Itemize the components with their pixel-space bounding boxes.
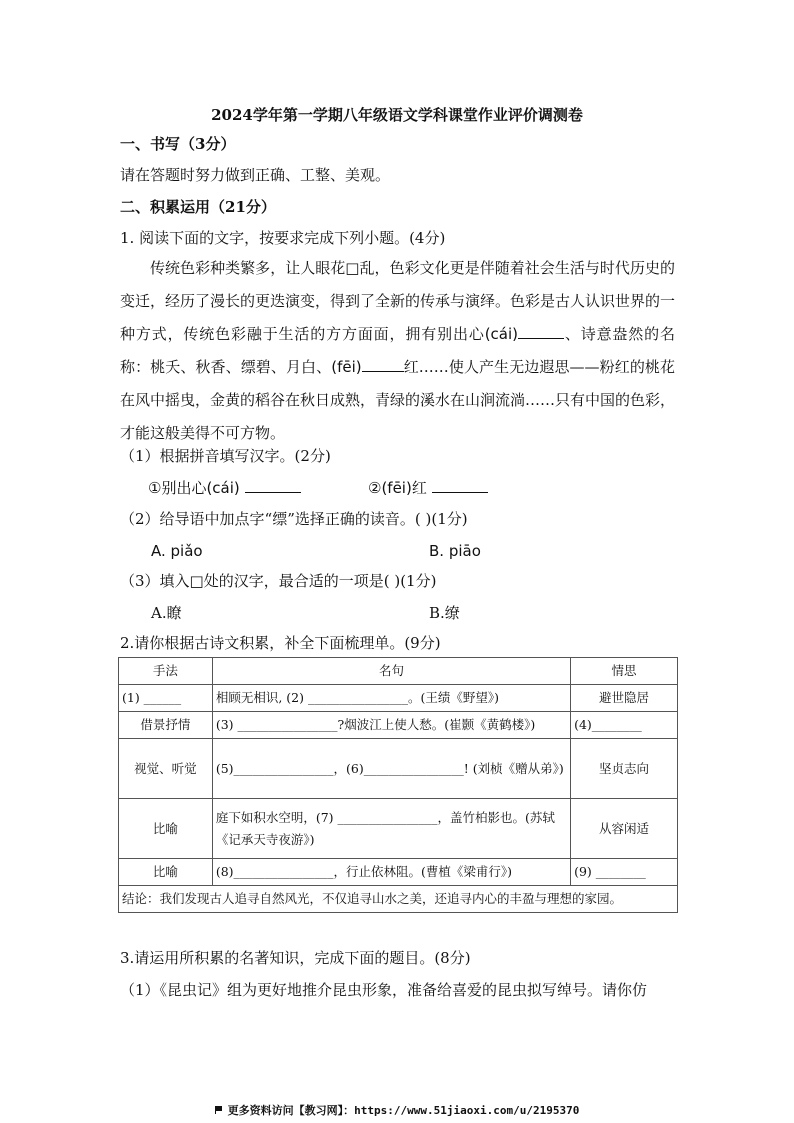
flag-icon: [215, 1106, 224, 1114]
exam-title: 2024学年第一学期八年级语文学科课堂作业评价调测卷: [211, 106, 583, 124]
option-b[interactable]: B.缭: [429, 604, 460, 622]
question-1-sub-3: （3）填入□处的汉字，最合适的一项是( )(1分): [120, 572, 437, 590]
table-conclusion: 结论：我们发现古人追寻自然风光，不仅追寻山水之美，还追寻内心的丰盈与理想的家园。: [119, 886, 678, 913]
question-3-sub-1: （1）《昆虫记》组为更好地推介昆虫形象，准备给喜爱的昆虫拟写绰号。请你仿: [120, 981, 648, 999]
table-cell[interactable]: (3) ________________?烟波江上使人愁。(崔颢《黄鹤楼》): [212, 712, 570, 739]
header-cell: 手法: [119, 658, 213, 685]
table-cell[interactable]: (5)________________，(6)________________! (刘桢《赠从弟》): [212, 739, 570, 799]
question-2-stem: 2.请你根据古诗文积累，补全下面梳理单。(9分): [120, 634, 441, 652]
question-1-stem: 1. 阅读下面的文字，按要求完成下列小题。(4分): [120, 229, 446, 247]
table-cell: 从容闲适: [571, 799, 678, 859]
review-table: [118, 657, 678, 913]
section-2-heading: 二、积累运用（21分）: [120, 198, 276, 216]
question-3-stem: 3.请运用所积累的名著知识，完成下面的题目。(8分): [120, 949, 471, 967]
question-1-sub-1-option-b: ②(fēi)红: [368, 478, 488, 498]
table-cell[interactable]: (9) ________: [571, 859, 678, 886]
header-cell: 名句: [212, 658, 570, 685]
table-cell: 视觉、听觉: [119, 739, 213, 799]
table-cell[interactable]: (4)________: [571, 712, 678, 739]
question-1-sub-2: （2）给导语中加点字“缥”选择正确的读音。( )(1分): [120, 510, 468, 528]
option-a[interactable]: A.瞭: [151, 604, 182, 622]
table-cell: 借景抒情: [119, 712, 213, 739]
table-row: [119, 712, 678, 739]
blank-line[interactable]: [362, 357, 404, 372]
table-cell[interactable]: 庭下如积水空明，(7) ________________，盖竹柏影也。(苏轼《记承天寺夜游》): [212, 799, 570, 859]
table-cell[interactable]: (8)________________，行止依林阻。(曹植《梁甫行》): [212, 859, 570, 886]
answer-blank[interactable]: [432, 478, 488, 493]
table-header-row: [119, 658, 678, 685]
answer-blank[interactable]: [245, 478, 301, 493]
question-1-sub-1-option-a: ①别出心(cái): [148, 478, 301, 498]
question-1-passage: 传统色彩种类繁多，让人眼花□乱，色彩文化更是伴随着社会生活与时代历史的变迁，经历了漫长的更迭演变，得到了全新的传承与演绎。色彩是古人认识世界的一种方式，传统色彩融于生活的方方面面，拥有别出心(cái) 、诗意盎然的名称：桃夭、秋香、缥碧、月白、(fēi) 红……使人产生无边遐思——粉红的桃花在风中摇曳，金黄的稻谷在秋日成熟，青绿的溪水在山涧流淌……只有中国的色彩，才能这般美得不可方物。: [120, 259, 676, 442]
table-row: [119, 685, 678, 712]
footer-link[interactable]: 更多资料访问【教习网】：https://www.51jiaoxi.com/u/2195370: [0, 1102, 794, 1118]
table-cell: 坚贞志向: [571, 739, 678, 799]
table-row: [119, 739, 678, 799]
table-cell: 避世隐居: [571, 685, 678, 712]
table-row: [119, 859, 678, 886]
blank-line[interactable]: [518, 324, 564, 339]
table-cell[interactable]: 相顾无相识, (2) ________________。(王绩《野望》): [212, 685, 570, 712]
table-cell: 比喻: [119, 859, 213, 886]
table-cell[interactable]: (1) ______: [119, 685, 213, 712]
table-row: [119, 799, 678, 859]
section-1-text: 请在答题时努力做到正确、工整、美观。: [120, 166, 391, 184]
table-conclusion-row: [119, 886, 678, 913]
section-1-heading: 一、书写（3分）: [120, 135, 236, 153]
header-cell: 情思: [571, 658, 678, 685]
question-1-sub-1: （1）根据拼音填写汉字。(2分): [120, 447, 331, 465]
option-a[interactable]: A. piǎo: [151, 542, 203, 560]
option-b[interactable]: B. piāo: [429, 542, 481, 560]
table-cell: 比喻: [119, 799, 213, 859]
